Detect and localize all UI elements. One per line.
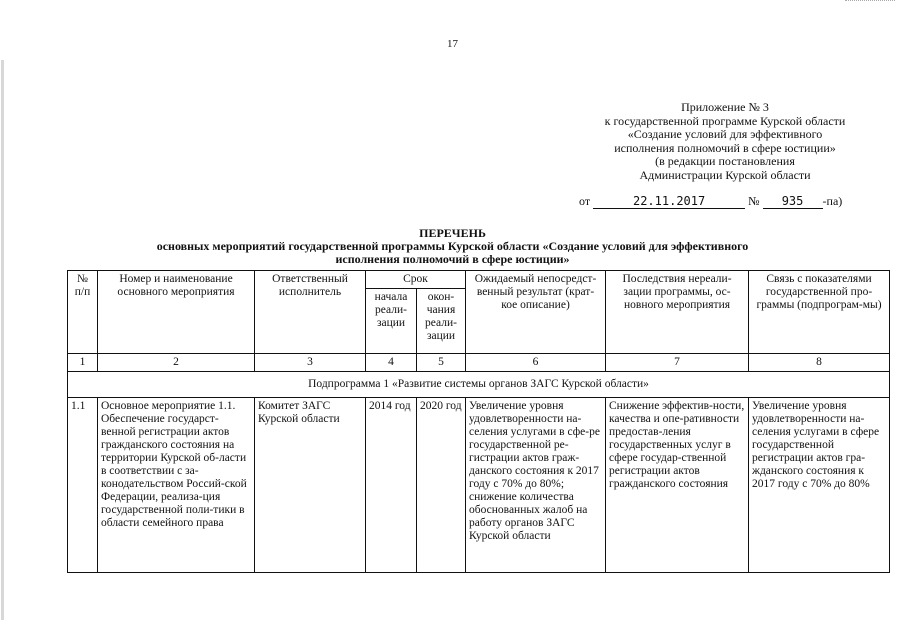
column-number: 3 <box>255 354 366 372</box>
subprogram-title: Подпрограмма 1 «Развитие системы органов ЗАГС Курской области» <box>68 372 890 398</box>
column-number: 6 <box>466 354 606 372</box>
table-row <box>68 398 890 573</box>
row-end: 2020 год <box>417 398 466 573</box>
number-label: № <box>748 194 760 208</box>
measures-table <box>67 270 890 573</box>
column-number-row <box>68 354 890 372</box>
header-start: начала реали-зации <box>366 289 417 354</box>
column-number: 7 <box>606 354 749 372</box>
page-number: 17 <box>447 38 458 50</box>
subprogram-row <box>68 372 890 398</box>
row-consequences: Снижение эффектив-ности, качества и опе-ративности предостав-ления государственных услуг в сфере государ-ственной регистрации актов гражданского состояния <box>606 398 749 573</box>
resolution-suffix: -па) <box>822 194 843 208</box>
title-line: основных мероприятий государственной программы Курской области «Создание условий для эффективного <box>156 239 749 253</box>
header-num: № п/п <box>68 271 98 354</box>
resolution-number: 935 <box>763 195 823 209</box>
resolution-date-line <box>579 194 842 209</box>
column-number: 1 <box>68 354 98 372</box>
header-end: окон-чания реали-зации <box>417 289 466 354</box>
row-num: 1.1 <box>68 398 98 573</box>
appendix-line: Администрации Курской области <box>639 167 811 182</box>
row-executor: Комитет ЗАГС Курской области <box>255 398 366 573</box>
header-link: Связь с показателями государственной про-граммы (подпрограм-мы) <box>749 271 890 354</box>
header-result: Ожидаемый непосредст-венный результат (крат-кое описание) <box>466 271 606 354</box>
appendix-line: Приложение № 3 <box>681 100 769 114</box>
title-line: исполнения полномочий в сфере юстиции» <box>335 252 570 266</box>
resolution-date: 22.11.2017 <box>593 195 745 209</box>
column-number: 4 <box>366 354 417 372</box>
header-term: Срок <box>366 271 466 289</box>
column-number: 8 <box>749 354 890 372</box>
appendix-header <box>560 101 890 182</box>
row-name: Основное мероприятие 1.1. Обеспечение государст-венной регистрации актов гражданского состояния на территории Курской об-ласти в соответствии с за-конодательством Россий-ской Федерации, реализа-ция государственной поли-тики в области семейного права <box>98 398 255 573</box>
scan-mark <box>845 0 895 3</box>
title-line: ПЕРЕЧЕНЬ <box>419 226 486 240</box>
column-number: 2 <box>98 354 255 372</box>
column-number: 5 <box>417 354 466 372</box>
scan-edge <box>1 60 4 620</box>
header-name: Номер и наименование основного мероприятия <box>98 271 255 354</box>
from-label: от <box>579 194 591 208</box>
appendix-line: к государственной программе Курской области <box>604 113 846 128</box>
appendix-line: исполнения полномочий в сфере юстиции» <box>614 140 836 155</box>
row-result: Увеличение уровня удовлетворенности на-селения услугами в сфе-ре государственной ре-гистрации актов граж-данского состояния к 2017 году с 70% до 80%; снижение количества обоснованных жалоб на работу органов ЗАГС Курской области <box>466 398 606 573</box>
appendix-line: (в редакции постановления <box>655 154 795 168</box>
document-title <box>0 227 905 266</box>
row-start: 2014 год <box>366 398 417 573</box>
row-link: Увеличение уровня удовлетворенности на-селения услугами в сфере государственной регистрации актов гра-жданского состояния к 2017 году с 70% до 80% <box>749 398 890 573</box>
header-consequences: Последствия нереали-зации программы, ос-новного мероприятия <box>606 271 749 354</box>
header-row <box>68 271 890 289</box>
header-executor: Ответственный исполнитель <box>255 271 366 354</box>
appendix-line: «Создание условий для эффективного <box>627 127 823 141</box>
